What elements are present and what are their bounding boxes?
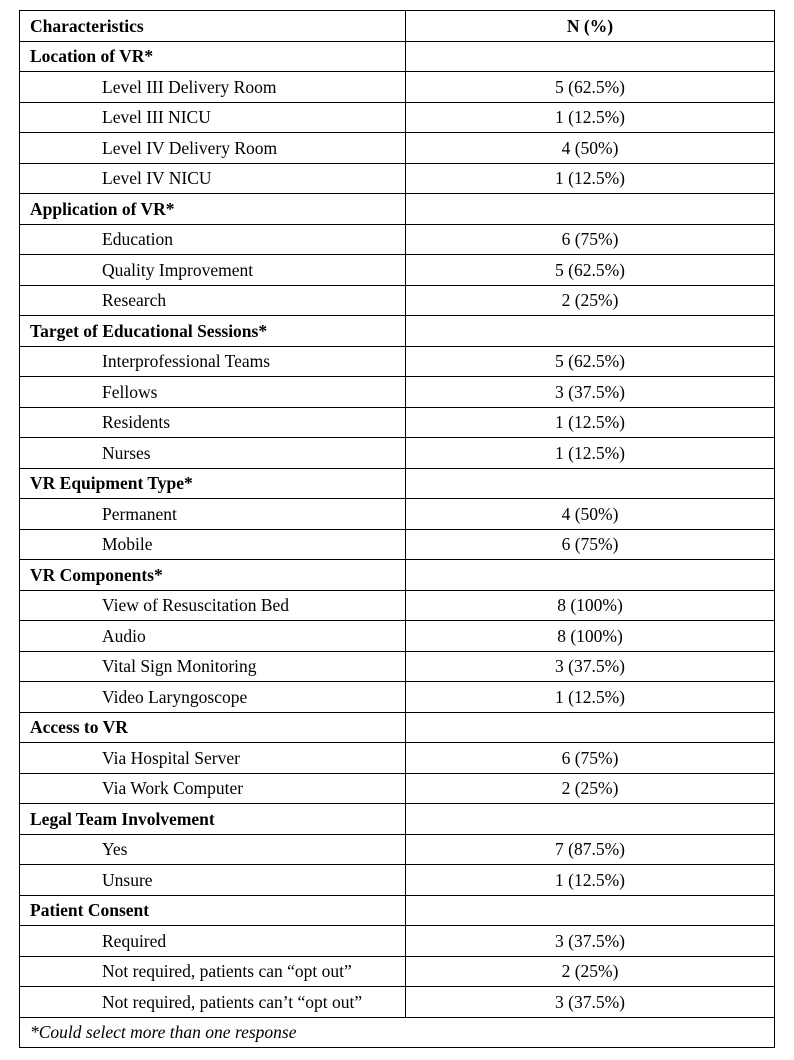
row-value: 4 (50%) <box>406 133 775 164</box>
row-label: Level III NICU <box>20 102 406 133</box>
row-label: Level IV Delivery Room <box>20 133 406 164</box>
row-value: 3 (37.5%) <box>406 651 775 682</box>
table-row <box>20 956 775 987</box>
table-row <box>20 255 775 286</box>
row-label: View of Resuscitation Bed <box>20 590 406 621</box>
table-row <box>20 377 775 408</box>
table-header-row <box>20 11 775 42</box>
table-row <box>20 987 775 1018</box>
row-value: 5 (62.5%) <box>406 255 775 286</box>
row-label: Level III Delivery Room <box>20 72 406 103</box>
row-label: Unsure <box>20 865 406 896</box>
row-label: Mobile <box>20 529 406 560</box>
section-value-empty <box>406 316 775 347</box>
table-body <box>20 11 775 1048</box>
section-row <box>20 804 775 835</box>
row-label: Yes <box>20 834 406 865</box>
row-value: 8 (100%) <box>406 621 775 652</box>
row-label: Nurses <box>20 438 406 469</box>
section-value-empty <box>406 194 775 225</box>
row-label: Video Laryngoscope <box>20 682 406 713</box>
header-n-percent: N (%) <box>406 11 775 42</box>
table-row <box>20 72 775 103</box>
row-label: Residents <box>20 407 406 438</box>
row-value: 1 (12.5%) <box>406 407 775 438</box>
table-row <box>20 407 775 438</box>
section-value-empty <box>406 468 775 499</box>
row-label: Vital Sign Monitoring <box>20 651 406 682</box>
section-row <box>20 41 775 72</box>
row-label: Audio <box>20 621 406 652</box>
row-label: Quality Improvement <box>20 255 406 286</box>
row-value: 1 (12.5%) <box>406 438 775 469</box>
section-row <box>20 560 775 591</box>
row-label: Not required, patients can “opt out” <box>20 956 406 987</box>
row-label: Interprofessional Teams <box>20 346 406 377</box>
section-value-empty <box>406 41 775 72</box>
section-row <box>20 194 775 225</box>
row-value: 1 (12.5%) <box>406 163 775 194</box>
section-value-empty <box>406 804 775 835</box>
table-row <box>20 346 775 377</box>
section-title: Location of VR* <box>20 41 406 72</box>
row-value: 3 (37.5%) <box>406 987 775 1018</box>
section-title: VR Equipment Type* <box>20 468 406 499</box>
row-value: 4 (50%) <box>406 499 775 530</box>
row-label: Via Work Computer <box>20 773 406 804</box>
table-row <box>20 133 775 164</box>
section-title: Patient Consent <box>20 895 406 926</box>
row-label: Level IV NICU <box>20 163 406 194</box>
section-row <box>20 895 775 926</box>
table-row <box>20 834 775 865</box>
row-value: 1 (12.5%) <box>406 865 775 896</box>
table-row <box>20 438 775 469</box>
row-label: Required <box>20 926 406 957</box>
row-value: 6 (75%) <box>406 743 775 774</box>
table-row <box>20 590 775 621</box>
row-value: 1 (12.5%) <box>406 682 775 713</box>
table-row <box>20 224 775 255</box>
row-value: 3 (37.5%) <box>406 377 775 408</box>
section-title: Legal Team Involvement <box>20 804 406 835</box>
footnote-row <box>20 1017 775 1048</box>
row-label: Education <box>20 224 406 255</box>
row-value: 5 (62.5%) <box>406 72 775 103</box>
section-title: Target of Educational Sessions* <box>20 316 406 347</box>
row-value: 7 (87.5%) <box>406 834 775 865</box>
row-value: 8 (100%) <box>406 590 775 621</box>
section-value-empty <box>406 560 775 591</box>
characteristics-table <box>19 10 775 1048</box>
row-value: 2 (25%) <box>406 956 775 987</box>
section-value-empty <box>406 895 775 926</box>
table-row <box>20 285 775 316</box>
section-title: Access to VR <box>20 712 406 743</box>
section-row <box>20 316 775 347</box>
row-label: Via Hospital Server <box>20 743 406 774</box>
table-row <box>20 163 775 194</box>
row-label: Permanent <box>20 499 406 530</box>
table-row <box>20 621 775 652</box>
table-row <box>20 865 775 896</box>
section-value-empty <box>406 712 775 743</box>
table-row <box>20 773 775 804</box>
row-value: 6 (75%) <box>406 529 775 560</box>
row-value: 5 (62.5%) <box>406 346 775 377</box>
section-row <box>20 468 775 499</box>
section-row <box>20 712 775 743</box>
table-row <box>20 102 775 133</box>
table-row <box>20 529 775 560</box>
row-label: Not required, patients can’t “opt out” <box>20 987 406 1018</box>
header-characteristics: Characteristics <box>20 11 406 42</box>
table-row <box>20 499 775 530</box>
section-title: Application of VR* <box>20 194 406 225</box>
table-row <box>20 682 775 713</box>
row-value: 2 (25%) <box>406 773 775 804</box>
table-row <box>20 926 775 957</box>
table-row <box>20 743 775 774</box>
row-value: 2 (25%) <box>406 285 775 316</box>
row-value: 1 (12.5%) <box>406 102 775 133</box>
table-row <box>20 651 775 682</box>
row-value: 3 (37.5%) <box>406 926 775 957</box>
row-label: Research <box>20 285 406 316</box>
row-label: Fellows <box>20 377 406 408</box>
row-value: 6 (75%) <box>406 224 775 255</box>
section-title: VR Components* <box>20 560 406 591</box>
footnote: *Could select more than one response <box>20 1017 775 1048</box>
